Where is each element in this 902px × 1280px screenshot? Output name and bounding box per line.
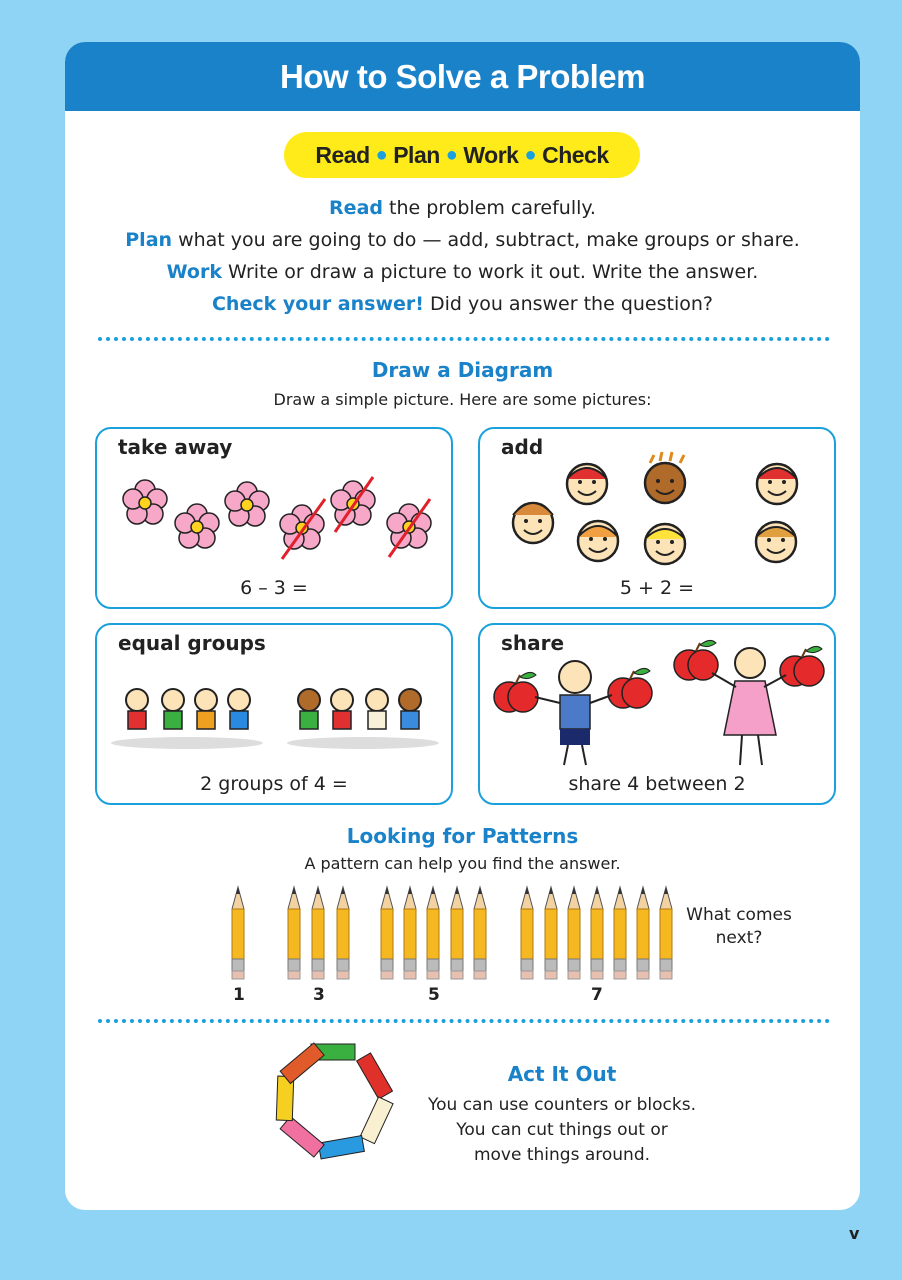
pill-step-work: Work: [463, 141, 519, 168]
pill-step-read: Read: [315, 141, 370, 168]
box-label: add: [501, 435, 544, 459]
step-term: Work: [166, 261, 222, 283]
step-term: Check your answer!: [211, 293, 424, 315]
step-text: what you are going to do — add, subtract, make groups or share.: [172, 229, 800, 251]
blocks-ring-illustration: [65, 42, 860, 1210]
step-text: the problem carefully.: [383, 197, 596, 219]
act-line: You can cut things out or: [456, 1120, 668, 1140]
box-label: share: [501, 631, 565, 655]
diagram-subtitle: Draw a simple picture. Here are some pictures:: [273, 390, 652, 409]
act-line: You can use counters or blocks.: [428, 1095, 696, 1115]
box-equation: 6 – 3 =: [240, 577, 308, 599]
pattern-number: 1: [233, 985, 245, 1005]
patterns-title: Looking for Patterns: [346, 824, 579, 848]
step-term: Plan: [125, 229, 173, 251]
act-line: move things around.: [473, 1145, 651, 1165]
box-label: equal groups: [118, 631, 266, 655]
act-title: Act It Out: [507, 1062, 617, 1086]
question-line: What comes: [686, 905, 792, 925]
step-term: Read: [329, 197, 383, 219]
worksheet-card: [65, 42, 860, 1210]
box-equation: 2 groups of 4 =: [200, 773, 348, 795]
pill-step-check: Check: [542, 141, 609, 168]
act-text: [415, 1093, 709, 1168]
patterns-subtitle: A pattern can help you find the answer.: [304, 854, 621, 873]
pill-step-plan: Plan: [393, 141, 440, 168]
dot-icon: ●: [445, 143, 458, 166]
box-equation: 5 + 2 =: [619, 577, 695, 599]
page-number: v: [849, 1224, 860, 1243]
box-label: take away: [118, 435, 233, 459]
step-text: Write or draw a picture to work it out. Write the answer.: [222, 261, 759, 283]
pattern-number: 3: [313, 985, 325, 1005]
step-text: Did you answer the question?: [423, 293, 713, 315]
page-title: How to Solve a Problem: [280, 57, 645, 95]
pattern-number: 7: [591, 985, 603, 1005]
dot-icon: ●: [375, 143, 388, 166]
pattern-number: 5: [428, 985, 440, 1005]
dot-icon: ●: [524, 143, 537, 166]
diagram-title: Draw a Diagram: [371, 358, 554, 382]
question-line: next?: [715, 928, 763, 948]
box-equation: share 4 between 2: [568, 773, 746, 795]
